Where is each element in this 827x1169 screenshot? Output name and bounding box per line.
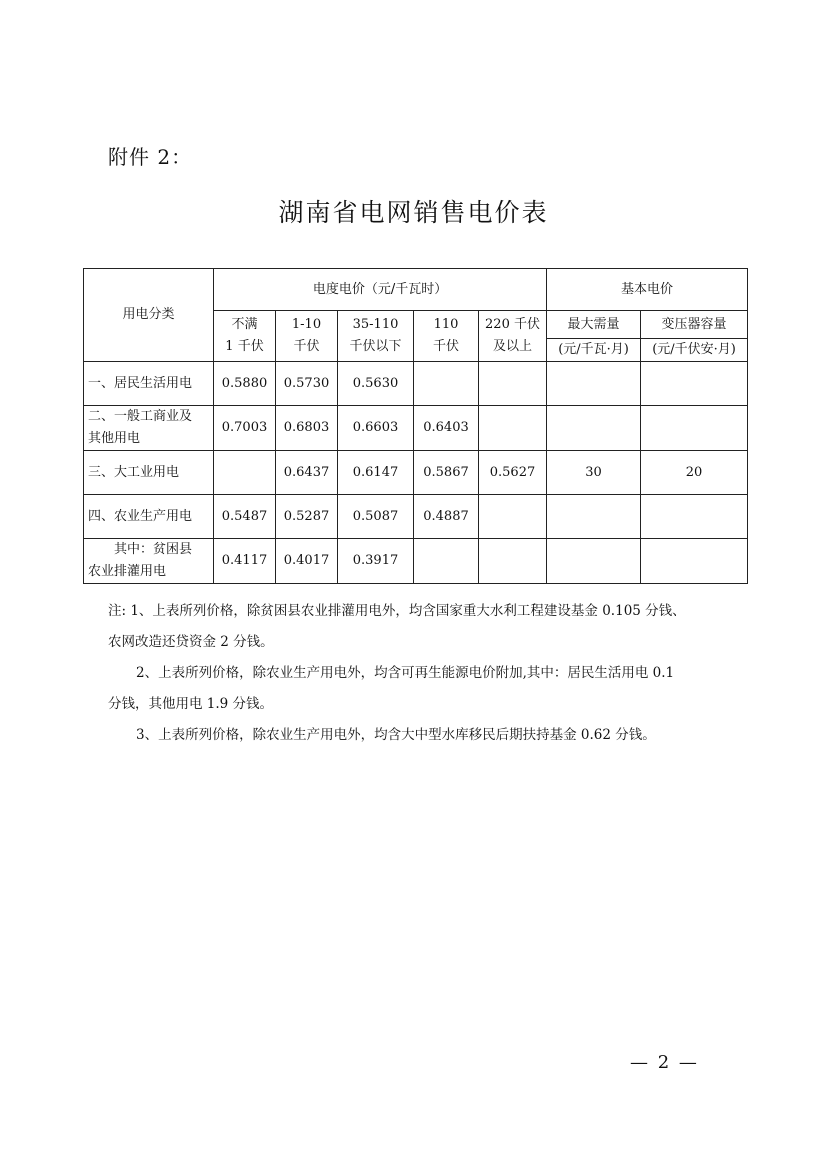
attachment-label: 附件 2：	[108, 145, 193, 169]
capacity-cell	[641, 539, 748, 584]
table-row	[84, 451, 748, 495]
table-row	[84, 362, 748, 406]
price-cell: 0.6147	[338, 451, 414, 495]
notes	[108, 596, 738, 751]
row-category: 二、一般工商业及 其他用电	[84, 406, 214, 451]
transformer-capacity-unit: (元/千伏安·月)	[641, 339, 748, 362]
page-number: — 2 —	[630, 1052, 699, 1073]
price-cell: 0.5730	[276, 362, 338, 406]
note-1-line-1: 注: 1、上表所列价格，除贫困县农业排灌用电外，均含国家重大水利工程建设基金 0.105 分钱、	[108, 603, 686, 619]
price-cell: 0.5630	[338, 362, 414, 406]
price-cell: 0.5087	[338, 495, 414, 539]
price-cell: 0.5880	[214, 362, 276, 406]
price-cell: 0.4887	[414, 495, 479, 539]
demand-cell	[547, 362, 641, 406]
demand-cell: 30	[547, 451, 641, 495]
price-cell: 0.5487	[214, 495, 276, 539]
max-demand-header: 最大需量	[547, 311, 641, 339]
voltage-header: 不满 1 千伏	[214, 311, 276, 362]
price-cell	[414, 539, 479, 584]
voltage-header: 1-10 千伏	[276, 311, 338, 362]
price-cell	[479, 495, 547, 539]
page-title: 湖南省电网销售电价表	[278, 198, 549, 227]
price-cell	[214, 451, 276, 495]
row-category: 四、农业生产用电	[84, 495, 214, 539]
table-row	[84, 406, 748, 451]
capacity-cell	[641, 406, 748, 451]
price-cell: 0.5287	[276, 495, 338, 539]
voltage-header: 35-110 千伏以下	[338, 311, 414, 362]
capacity-cell: 20	[641, 451, 748, 495]
price-cell: 0.6603	[338, 406, 414, 451]
price-cell	[479, 362, 547, 406]
basic-price-header: 基本电价	[547, 269, 748, 311]
category-header: 用电分类	[84, 269, 214, 362]
price-cell: 0.3917	[338, 539, 414, 584]
energy-price-header: 电度电价（元/千瓦时）	[214, 269, 547, 311]
max-demand-unit: (元/千瓦·月)	[547, 339, 641, 362]
note-3: 3、上表所列价格，除农业生产用电外，均含大中型水库移民后期扶持基金 0.62 分钱。	[136, 727, 656, 743]
capacity-cell	[641, 362, 748, 406]
price-cell: 0.5627	[479, 451, 547, 495]
price-cell: 0.5867	[414, 451, 479, 495]
price-cell	[479, 539, 547, 584]
transformer-capacity-header: 变压器容量	[641, 311, 748, 339]
price-cell	[414, 362, 479, 406]
price-cell: 0.4117	[214, 539, 276, 584]
price-cell: 0.4017	[276, 539, 338, 584]
price-cell: 0.7003	[214, 406, 276, 451]
price-cell: 0.6437	[276, 451, 338, 495]
capacity-cell	[641, 495, 748, 539]
note-2-line-2: 分钱，其他用电 1.9 分钱。	[108, 696, 274, 712]
row-category: 一、居民生活用电	[84, 362, 214, 406]
electricity-price-table	[83, 268, 748, 584]
note-2-line-1: 2、上表所列价格，除农业生产用电外，均含可再生能源电价附加,其中：居民生活用电 0.1	[136, 665, 675, 681]
price-cell	[479, 406, 547, 451]
note-1-line-2: 农网改造还贷资金 2 分钱。	[108, 634, 274, 650]
demand-cell	[547, 539, 641, 584]
voltage-header: 220 千伏 及以上	[479, 311, 547, 362]
voltage-header: 110 千伏	[414, 311, 479, 362]
table-row	[84, 495, 748, 539]
table-row	[84, 539, 748, 584]
demand-cell	[547, 495, 641, 539]
demand-cell	[547, 406, 641, 451]
price-cell: 0.6803	[276, 406, 338, 451]
row-category: 其中：贫困县 农业排灌用电	[84, 539, 214, 584]
price-cell: 0.6403	[414, 406, 479, 451]
row-category: 三、大工业用电	[84, 451, 214, 495]
